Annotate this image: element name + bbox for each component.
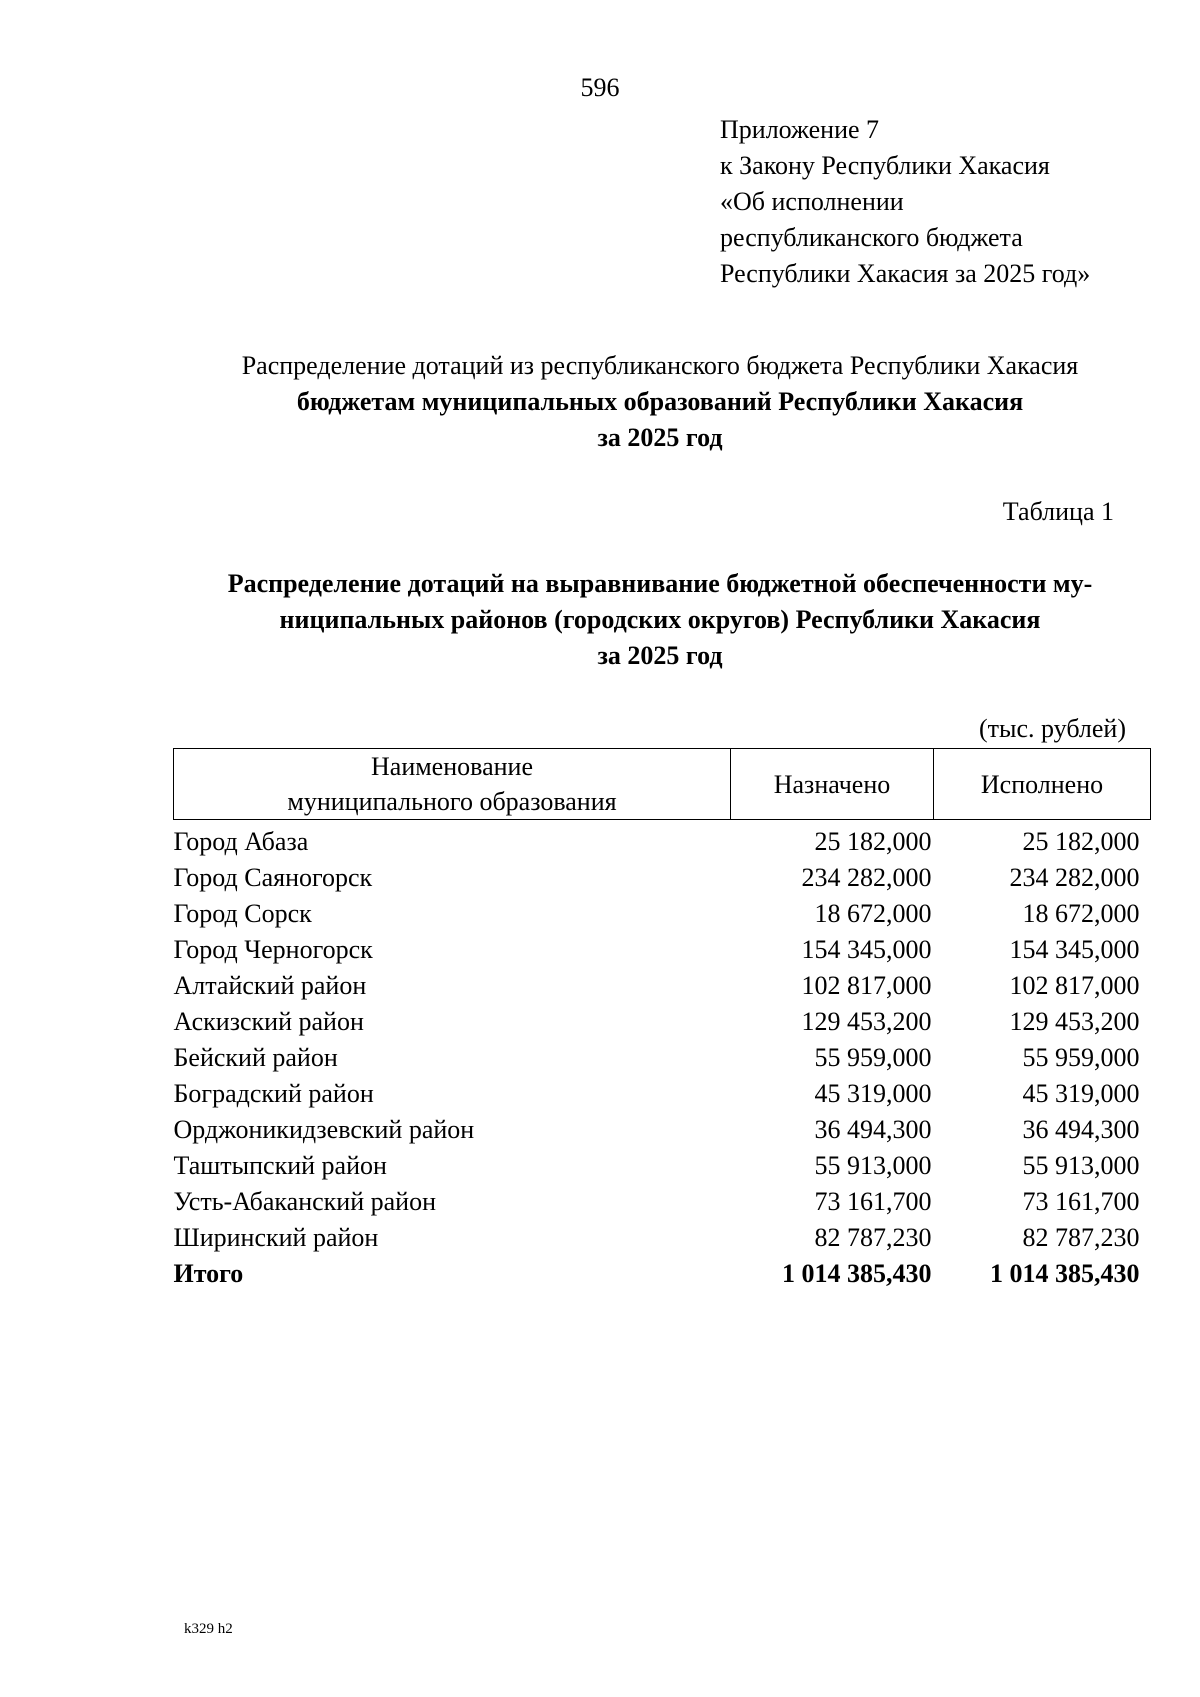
table-row <box>174 1040 1151 1076</box>
subsidy-table <box>173 748 1151 1292</box>
document-title-line: за 2025 год <box>597 423 723 452</box>
row-planned: 55 959,000 <box>814 1043 932 1072</box>
table-row <box>174 1112 1151 1148</box>
table-title-line: ниципальных районов (городских округов) Республики Хакасия <box>279 605 1041 634</box>
table-row <box>174 1004 1151 1040</box>
row-executed: 129 453,200 <box>1009 1007 1140 1036</box>
row-municipality: Орджоникидзевский район <box>173 1115 475 1144</box>
row-municipality: Город Черногорск <box>173 935 373 964</box>
row-planned: 36 494,300 <box>814 1115 932 1144</box>
row-municipality: Таштыпский район <box>173 1151 387 1180</box>
table-row <box>174 860 1151 896</box>
row-planned: 25 182,000 <box>814 827 932 856</box>
appendix-line: республиканского бюджета <box>720 223 1023 252</box>
row-planned: 154 345,000 <box>801 935 932 964</box>
row-planned: 45 319,000 <box>814 1079 932 1108</box>
header-municipality <box>174 749 731 820</box>
total-executed: 1 014 385,430 <box>990 1259 1140 1288</box>
row-planned: 102 817,000 <box>801 971 932 1000</box>
table-row <box>174 1220 1151 1256</box>
footer-code: k329 h2 <box>184 1621 233 1637</box>
row-executed: 102 817,000 <box>1009 971 1140 1000</box>
appendix-line: Приложение 7 <box>720 115 880 144</box>
table-row <box>174 820 1151 861</box>
header-municipality-line: муниципального образования <box>287 787 617 816</box>
row-municipality: Город Сорск <box>173 899 312 928</box>
document-title-line: Распределение дотаций из республиканского бюджета Республики Хакасия <box>241 351 1079 380</box>
table-label: Таблица 1 <box>1002 497 1114 526</box>
document-title-line: бюджетам муниципальных образований Республики Хакасия <box>296 387 1024 416</box>
table-row <box>174 1184 1151 1220</box>
units-label: (тыс. рублей) <box>978 714 1126 743</box>
row-municipality: Город Саяногорск <box>173 863 373 892</box>
table-title-line: Распределение дотаций на выравнивание бюджетной обеспеченности му- <box>227 569 1093 598</box>
document-title <box>0 348 1200 456</box>
header-planned: Назначено <box>731 749 934 820</box>
row-municipality: Аскизский район <box>173 1007 364 1036</box>
table-total-row <box>174 1256 1151 1292</box>
header-executed: Исполнено <box>934 749 1151 820</box>
row-executed: 55 959,000 <box>1022 1043 1140 1072</box>
table-row <box>174 1148 1151 1184</box>
row-executed: 25 182,000 <box>1022 827 1140 856</box>
row-executed: 45 319,000 <box>1022 1079 1140 1108</box>
row-municipality: Город Абаза <box>173 827 309 856</box>
row-executed: 73 161,700 <box>1022 1187 1140 1216</box>
row-planned: 18 672,000 <box>814 899 932 928</box>
row-municipality: Боградский район <box>173 1079 374 1108</box>
row-municipality: Усть-Абаканский район <box>173 1187 436 1216</box>
appendix-line: Республики Хакасия за 2025 год» <box>720 259 1091 288</box>
table-row <box>174 896 1151 932</box>
table-row <box>174 968 1151 1004</box>
row-planned: 55 913,000 <box>814 1151 932 1180</box>
table-title-line: за 2025 год <box>597 641 723 670</box>
row-executed: 36 494,300 <box>1022 1115 1140 1144</box>
table-title <box>180 566 1140 674</box>
page-number: 596 <box>580 73 620 102</box>
row-municipality: Бейский район <box>173 1043 338 1072</box>
total-label: Итого <box>173 1259 244 1288</box>
row-planned: 234 282,000 <box>801 863 932 892</box>
row-municipality: Ширинский район <box>173 1223 379 1252</box>
row-planned: 129 453,200 <box>801 1007 932 1036</box>
row-executed: 154 345,000 <box>1009 935 1140 964</box>
row-planned: 82 787,230 <box>814 1223 932 1252</box>
table-header-row <box>174 749 1151 820</box>
row-planned: 73 161,700 <box>814 1187 932 1216</box>
appendix-line: к Закону Республики Хакасия <box>720 151 1050 180</box>
row-executed: 18 672,000 <box>1022 899 1140 928</box>
row-municipality: Алтайский район <box>173 971 367 1000</box>
row-executed: 234 282,000 <box>1009 863 1140 892</box>
appendix-reference <box>720 112 1090 292</box>
table-row <box>174 1076 1151 1112</box>
row-executed: 82 787,230 <box>1022 1223 1140 1252</box>
row-executed: 55 913,000 <box>1022 1151 1140 1180</box>
total-planned: 1 014 385,430 <box>782 1259 932 1288</box>
header-municipality-line: Наименование <box>371 752 533 781</box>
table-row <box>174 932 1151 968</box>
appendix-line: «Об исполнении <box>720 187 904 216</box>
